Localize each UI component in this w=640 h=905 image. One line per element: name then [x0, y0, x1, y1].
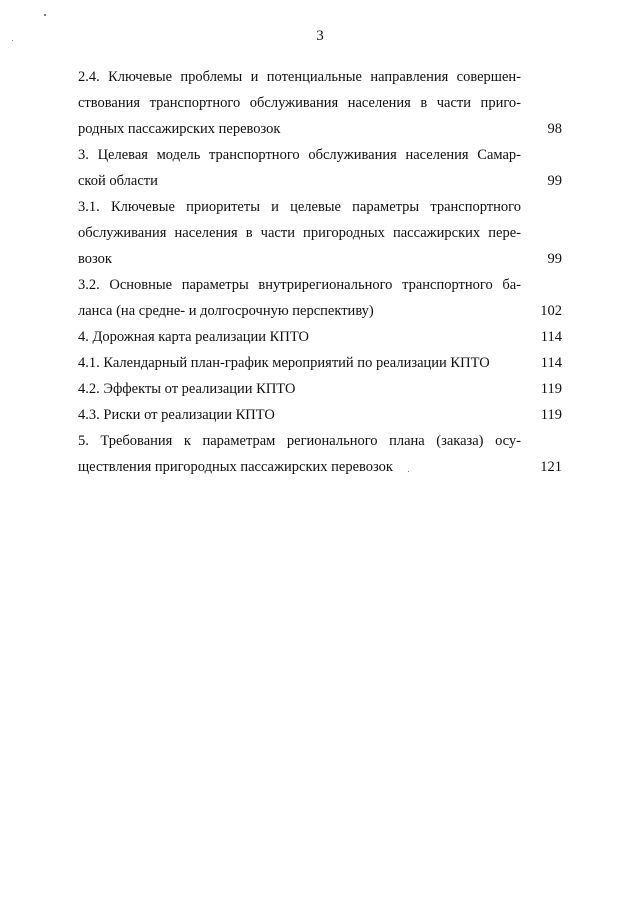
toc-entry-line: 4.2. Эффекты от реализации КПТО: [78, 381, 296, 397]
toc-entry-line: 3.1. Ключевые приоритеты и целевые параметры транспортного: [78, 199, 521, 215]
toc-entry: [78, 428, 562, 480]
toc-entry-line: 2.4. Ключевые проблемы и потенциальные направления совершен-: [78, 69, 521, 85]
toc-entry-line: 4.3. Риски от реализации КПТО: [78, 407, 275, 423]
toc-entry-line: 4.1. Календарный план-график мероприятий по реализации КПТО: [78, 355, 490, 371]
toc-page-number: 119: [540, 381, 562, 397]
toc-entry: [78, 324, 562, 350]
toc-page-number: 98: [547, 121, 562, 137]
toc-entry-line: ществления пригородных пассажирских перевозок: [78, 459, 393, 475]
toc-entry: [78, 194, 562, 272]
toc-entry-line: родных пассажирских перевозок: [78, 121, 281, 137]
toc-entry-line: 3.2. Основные параметры внутрирегионального транспортного ба-: [78, 277, 521, 293]
toc-entry-line: 5. Требования к параметрам регионального плана (заказа) осу-: [78, 433, 521, 449]
toc-entry-line: ствования транспортного обслуживания населения в части приго-: [78, 95, 521, 111]
table-of-contents: [78, 64, 562, 480]
scan-speck: [12, 40, 13, 41]
toc-page-number: 121: [540, 459, 562, 475]
scan-speck: [44, 14, 46, 16]
toc-page-number: 99: [547, 251, 562, 267]
toc-entry: [78, 376, 562, 402]
toc-entry: [78, 142, 562, 194]
toc-entry-line: обслуживания населения в части пригородных пассажирских пере-: [78, 225, 521, 241]
toc-page-number: 119: [540, 407, 562, 423]
toc-entry-line: 3. Целевая модель транспортного обслуживания населения Самар-: [78, 147, 521, 163]
toc-entry-line: ланса (на средне- и долгосрочную перспективу): [78, 303, 374, 319]
toc-entry-line: возок: [78, 251, 112, 267]
toc-entry: [78, 350, 562, 376]
toc-entry: [78, 64, 562, 142]
toc-entry: [78, 272, 562, 324]
toc-page-number: 114: [540, 355, 562, 371]
toc-page-number: 99: [547, 173, 562, 189]
toc-page-number: 102: [540, 303, 562, 319]
page-number: 3: [316, 28, 324, 44]
toc-entry-line: ской области: [78, 173, 158, 189]
toc-entry-line: 4. Дорожная карта реализации КПТО: [78, 329, 309, 345]
toc-page-number: 114: [540, 329, 562, 345]
toc-entry: [78, 402, 562, 428]
scan-speck: [408, 471, 409, 472]
